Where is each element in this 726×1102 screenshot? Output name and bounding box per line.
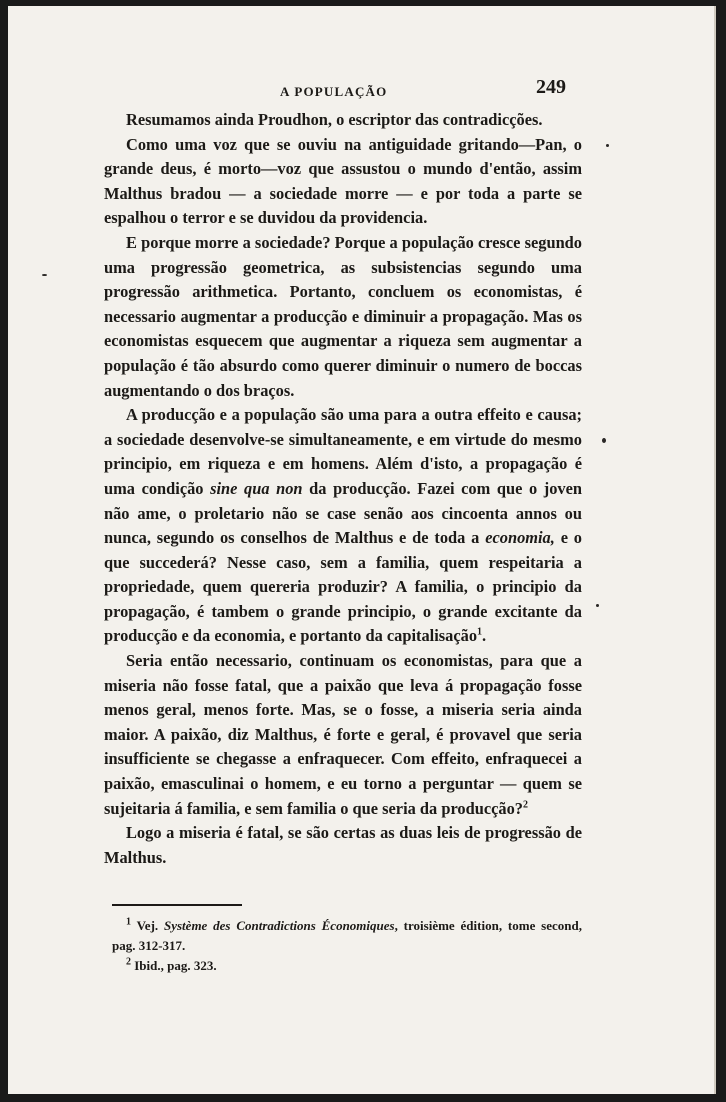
footnote-reference[interactable]: 1 <box>477 627 483 638</box>
ink-speck <box>42 274 47 276</box>
paragraph: E porque morre a sociedade? Porque a população cresce segundo uma progressão geometrica, as subsistencias segundo uma progressão arithmetica. Portanto, concluem os economistas, é necessario augmentar a producção e diminuir a propagação. Mas os economistas esquecem que augmentar a riqueza sem augmentar a população é tão absurdo como querer diminuir o numero de boccas augmentando o dos braços. <box>104 232 582 400</box>
footnotes <box>112 916 582 976</box>
paragraph: Como uma voz que se ouviu na antiguidade gritando—Pan, o grande deus, é morto—voz que assustou o mundo d'então, assim Malthus bradou — a sociedade morre — e por toda a parte se espalhou o terror e se duvidou da providencia. <box>104 134 582 228</box>
text-run: da producção. Fazei com que o joven não ame, o proletario não se case senão aos cincoenta annos ou nunca, segundo os conselhos de Malthus e de toda a <box>104 478 583 548</box>
footnote-number: 1 <box>126 916 131 928</box>
text-run: . <box>482 626 487 646</box>
text-run: A producção e a população são uma para a outra effeito e causa; a sociedade desenvolve-se simultaneamente, e em virtude do mesmo principio, em riqueza e em homens. Além d'isto, a propagação é uma condição <box>104 405 582 498</box>
paragraph <box>104 649 582 821</box>
paragraph: Logo a miseria é fatal, se são certas as duas leis de progressão de Malthus. <box>104 823 582 867</box>
ink-speck <box>602 438 606 443</box>
text-run: e o que succederá? Nesse caso, sem a familia, quem respeitaria a propriedade, quem quereria produzir? A familia, o principio da propagação, é tambem o grande principio, o grande excitante da producção e da economia, e portanto da capitalisação <box>104 528 582 646</box>
footnote <box>112 956 582 976</box>
book-title: Système des Contradictions Économiques <box>164 918 395 933</box>
book-page <box>8 6 716 1094</box>
italic-term: economia, <box>485 528 555 548</box>
page-number: 249 <box>536 76 566 98</box>
ink-speck <box>606 144 609 147</box>
text-run: , troisième édition, tome second, pag. 312-317. <box>112 918 582 953</box>
footnote-number: 2 <box>126 956 131 968</box>
italic-term: sine qua non <box>210 478 303 498</box>
page-header <box>8 76 714 106</box>
text-run: Seria então necessario, continuam os economistas, para que a miseria não fosse fatal, que a paixão que leva á propagação fosse menos geral, menos forte. Mas, se o fosse, a miseria seria ainda maior. A paixão, diz Malthus, é forte e geral, é provavel que seria insufficiente se chegasse a enfraquecer. Com effeito, enfraquecei a paixão, emasculinai o homem, e eu torno a perguntar — quem se sujeitaria á familia, e sem familia o que seria da producção? <box>104 651 582 818</box>
ink-speck <box>596 604 599 607</box>
paragraph <box>104 403 582 649</box>
paragraph: Resumamos ainda Proudhon, o escriptor das contradicções. <box>126 110 543 129</box>
body-text <box>104 108 582 870</box>
footnote <box>112 916 582 956</box>
text-run: Ibid., pag. 323. <box>131 958 217 973</box>
footnote-reference[interactable]: 2 <box>523 799 528 811</box>
text-run: Vej. <box>131 918 164 933</box>
running-title: A POPULAÇÃO <box>280 84 388 99</box>
footnote-divider <box>112 904 242 906</box>
